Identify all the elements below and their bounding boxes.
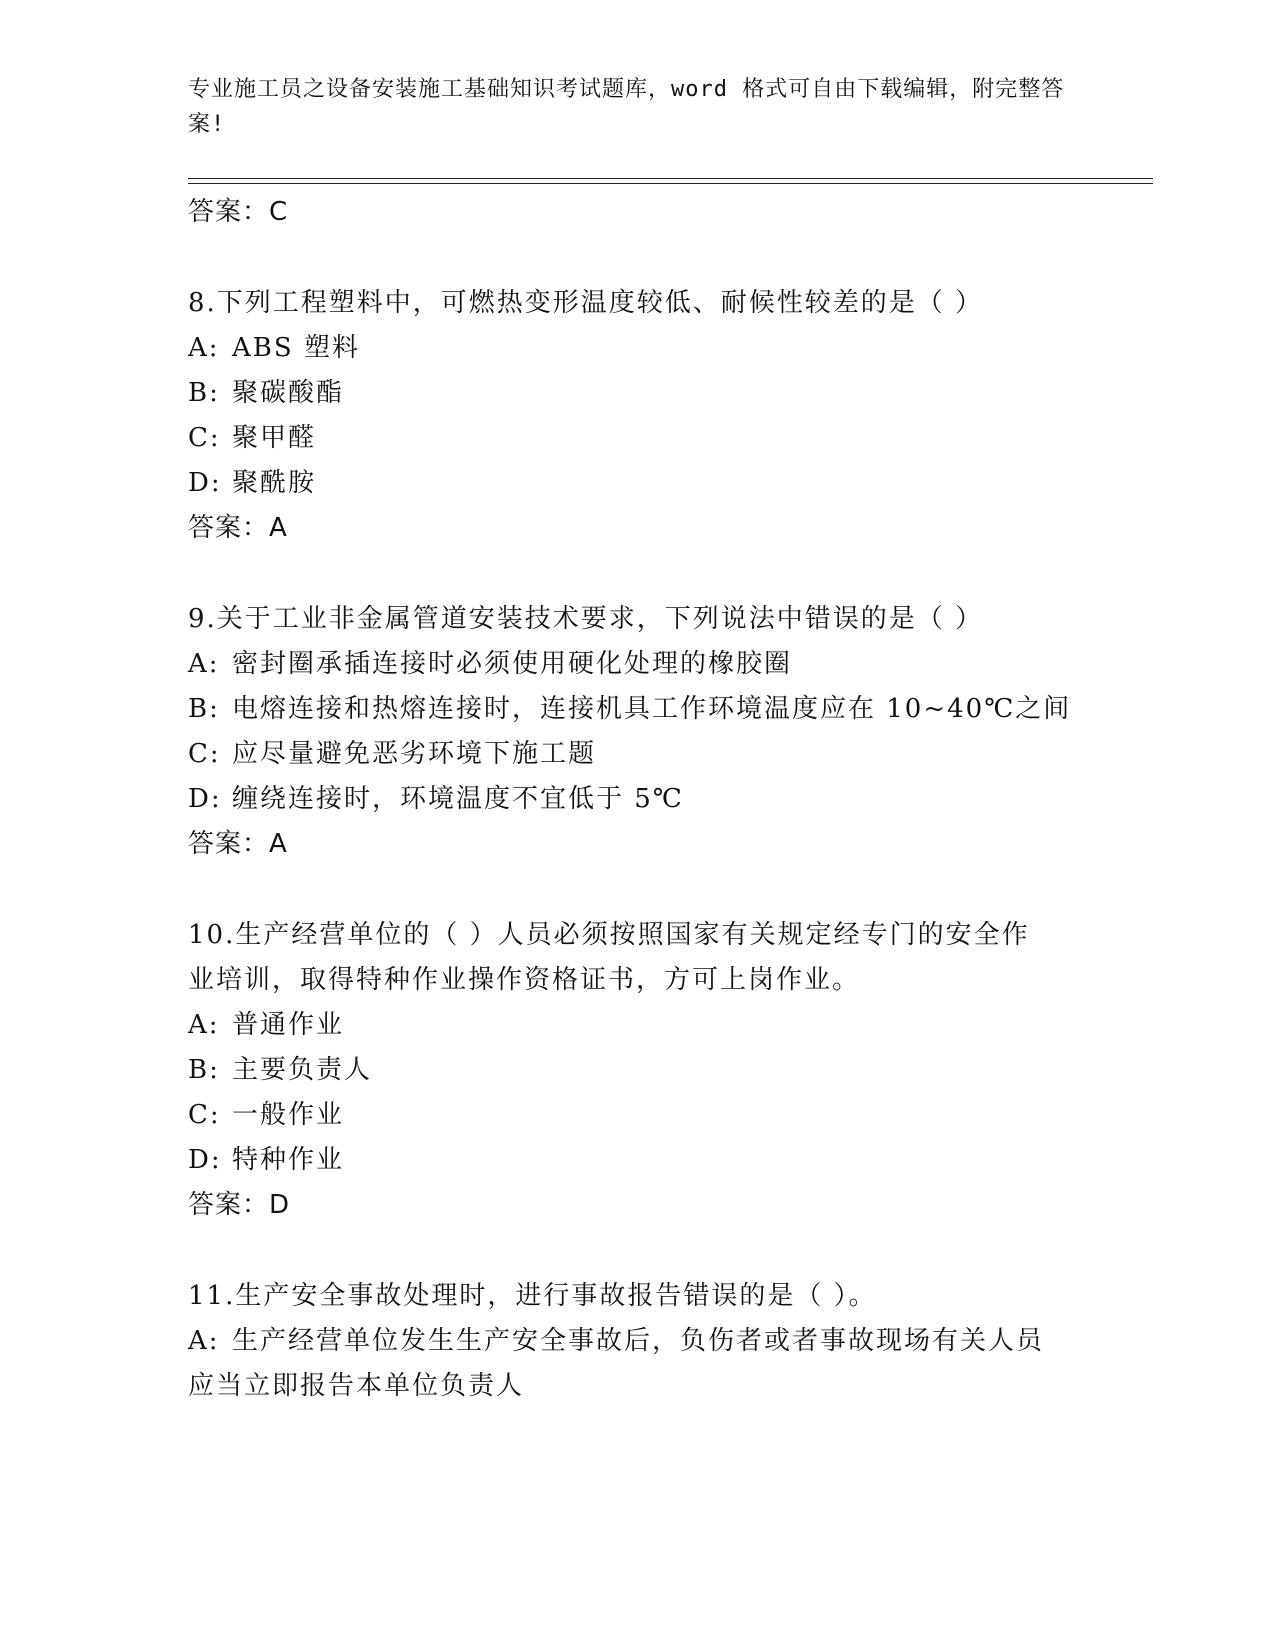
option-label: C: <box>188 1100 221 1130</box>
option-text: 特种作业 <box>232 1145 345 1175</box>
option-b <box>188 371 1088 416</box>
option-a <box>188 1003 1088 1048</box>
option-label: D: <box>188 1145 222 1175</box>
answer: 答案：A <box>188 513 288 543</box>
option-text: 主要负责人 <box>232 1055 373 1085</box>
option-text: 一般作业 <box>232 1100 345 1130</box>
option-text: 应尽量避免恶劣环境下施工题 <box>232 739 597 769</box>
option-text: 聚碳酸酯 <box>232 378 345 408</box>
option-label: C: <box>188 423 221 453</box>
answer: 答案：A <box>188 829 288 859</box>
question-10 <box>188 913 1088 1228</box>
spacer <box>188 551 1088 597</box>
spacer <box>188 867 1088 913</box>
previous-answer: 答案：C <box>188 197 289 227</box>
question-stem: 11.生产安全事故处理时，进行事故报告错误的是（ ）。 <box>188 1281 877 1311</box>
answer: 答案：D <box>188 1190 291 1220</box>
option-d <box>188 1138 1088 1183</box>
spacer <box>188 235 1088 281</box>
option-c <box>188 1093 1088 1138</box>
question-stem: 9.关于工业非金属管道安装技术要求，下列说法中错误的是（ ） <box>188 604 984 634</box>
option-label: C: <box>188 739 221 769</box>
option-label: A: <box>188 649 220 679</box>
option-label: D: <box>188 468 222 498</box>
option-b <box>188 687 1088 732</box>
option-c <box>188 416 1088 461</box>
question-9 <box>188 597 1088 867</box>
option-text: 电熔连接和热熔连接时，连接机具工作环境温度应在 10~40℃之间 <box>232 694 1072 724</box>
option-label: A: <box>188 1326 220 1356</box>
option-text: 密封圈承插连接时必须使用硬化处理的橡胶圈 <box>232 649 793 679</box>
option-label: D: <box>188 784 222 814</box>
option-text: 聚酰胺 <box>232 468 317 498</box>
question-stem-line-2: 业培训，取得特种作业操作资格证书，方可上岗作业。 <box>188 965 861 995</box>
question-list <box>188 190 1088 1409</box>
option-text: 生产经营单位发生生产安全事故后，负伤者或者事故现场有关人员 <box>232 1326 1045 1356</box>
option-b <box>188 1048 1088 1093</box>
option-label: B: <box>188 378 220 408</box>
option-a <box>188 642 1088 687</box>
option-a <box>188 1319 1088 1364</box>
option-d <box>188 777 1088 822</box>
option-label: B: <box>188 1055 220 1085</box>
option-label: A: <box>188 333 220 363</box>
option-text: 聚甲醛 <box>232 423 317 453</box>
question-11 <box>188 1274 1088 1409</box>
option-d <box>188 461 1088 506</box>
option-label: A: <box>188 1010 220 1040</box>
question-stem-line-1: 10.生产经营单位的（ ）人员必须按照国家有关规定经专门的安全作 <box>188 920 1030 950</box>
option-a-continued: 应当立即报告本单位负责人 <box>188 1371 525 1401</box>
option-text: 普通作业 <box>232 1010 345 1040</box>
option-c <box>188 732 1088 777</box>
question-stem: 8.下列工程塑料中，可燃热变形温度较低、耐候性较差的是（ ） <box>188 288 984 318</box>
spacer <box>188 1228 1088 1274</box>
header-rule-top <box>188 178 1153 179</box>
option-text: 缠绕连接时，环境温度不宜低于 5℃ <box>232 784 684 814</box>
option-a <box>188 326 1088 371</box>
header-note: 专业施工员之设备安装施工基础知识考试题库，word 格式可自由下载编辑，附完整答案! <box>188 77 1065 137</box>
option-text: ABS 塑料 <box>232 333 360 363</box>
question-8 <box>188 281 1088 551</box>
option-label: B: <box>188 694 220 724</box>
header-rule-bottom <box>188 183 1153 184</box>
